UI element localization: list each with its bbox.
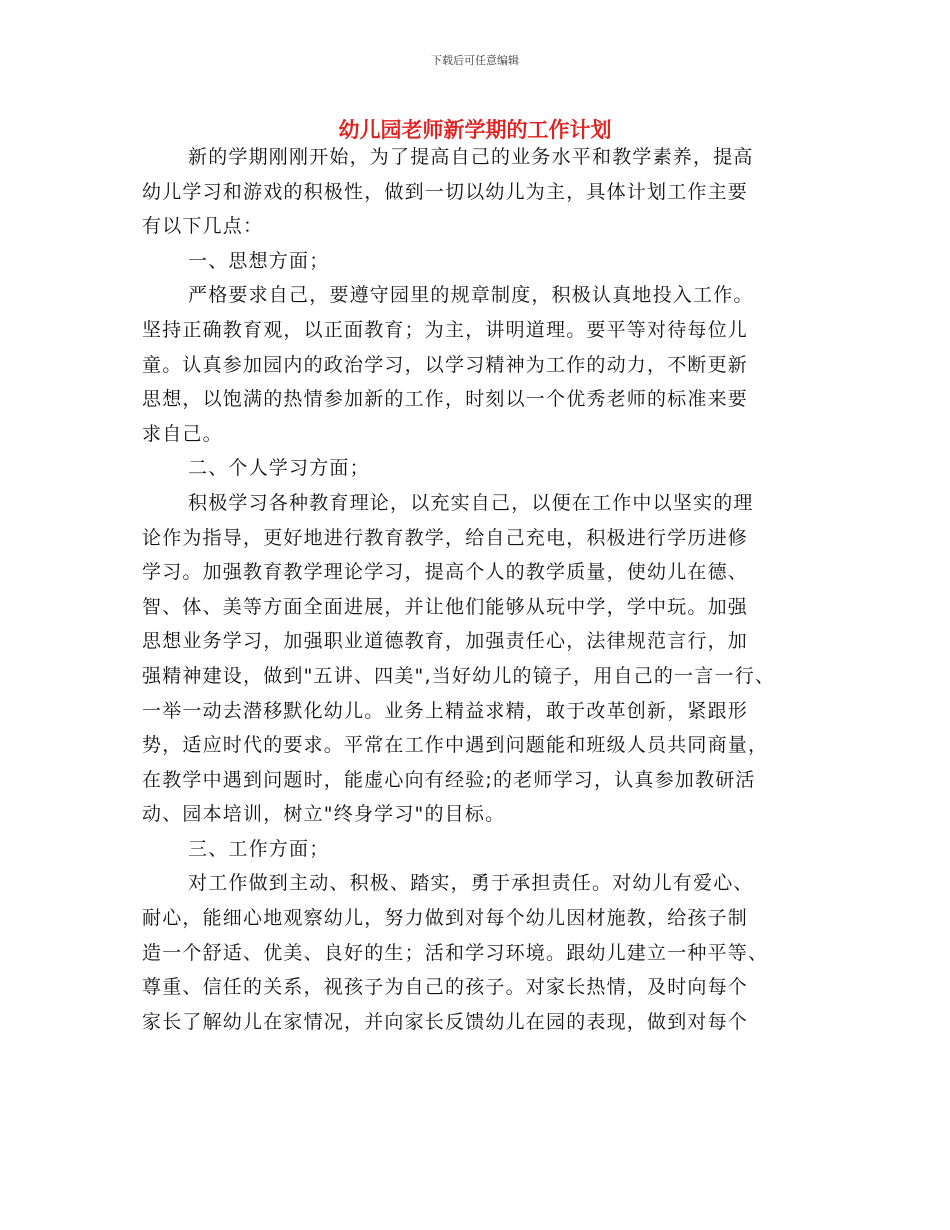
text-line: 家长了解幼儿在家情况，并向家长反馈幼儿在园的表现，做到对每个 [142, 1010, 749, 1033]
text-line: 思想，以饱满的热情参加新的工作，时刻以一个优秀老师的标准来要 [142, 388, 749, 411]
text-line: 尊重、信任的关系，视孩子为自己的孩子。对家长热情，及时向每个 [142, 976, 749, 999]
text-line: 在教学中遇到问题时，能虚心向有经验;的老师学习，认真参加教研活 [142, 768, 756, 791]
text-line: 二、个人学习方面； [188, 457, 370, 480]
text-line: 一举一动去潜移默化幼儿。业务上精益求精，敢于改革创新，紧跟形 [142, 699, 749, 722]
text-line: 势，适应时代的要求。平常在工作中遇到问题能和班级人员共同商量， [142, 734, 769, 757]
document-title: 幼儿园老师新学期的工作计划 [338, 118, 612, 142]
text-line: 三、工作方面； [188, 837, 330, 860]
text-line: 新的学期刚刚开始，为了提高自己的业务水平和教学素养，提高 [188, 146, 754, 168]
text-line: 动、园本培训，树立"终身学习"的目标。 [142, 803, 506, 826]
text-line: 智、体、美等方面全面进展，并让他们能够从玩中学，学中玩。加强 [142, 595, 749, 618]
text-line: 有以下几点： [142, 215, 264, 238]
text-line: 思想业务学习，加强职业道德教育，加强责任心，法律规范言行，加 [142, 630, 749, 653]
text-line: 求自己。 [142, 422, 223, 445]
page-header: 下载后可任意编辑 [431, 54, 519, 67]
text-line: 幼儿学习和游戏的积极性，做到一切以幼儿为主，具体计划工作主要 [142, 180, 749, 203]
document-body [142, 140, 822, 1039]
text-line: 论作为指导，更好地进行教育教学，给自己充电，积极进行学历进修 [142, 526, 749, 549]
text-line: 耐心，能细心地观察幼儿，努力做到对每个幼儿因材施教，给孩子制 [142, 907, 749, 930]
text-line: 积极学习各种教育理论，以充实自己，以便在工作中以坚实的理 [188, 491, 754, 514]
text-line: 强精神建设，做到"五讲、四美",当好幼儿的镜子，用自己的一言一行、 [142, 664, 776, 687]
text-line: 坚持正确教育观，以正面教育；为主，讲明道理。要平等对待每位儿 [142, 318, 749, 341]
text-line: 对工作做到主动、积极、踏实，勇于承担责任。对幼儿有爱心、 [188, 872, 754, 895]
text-line: 学习。加强教育教学理论学习，提高个人的教学质量，使幼儿在德、 [142, 561, 749, 584]
text-line: 严格要求自己，要遵守园里的规章制度，积极认真地投入工作。 [188, 284, 754, 307]
text-line: 童。认真参加园内的政治学习，以学习精神为工作的动力，不断更新 [142, 353, 749, 376]
text-line: 造一个舒适、优美、良好的生；活和学习环境。跟幼儿建立一种平等、 [142, 941, 769, 964]
text-line: 一、思想方面； [188, 249, 330, 272]
